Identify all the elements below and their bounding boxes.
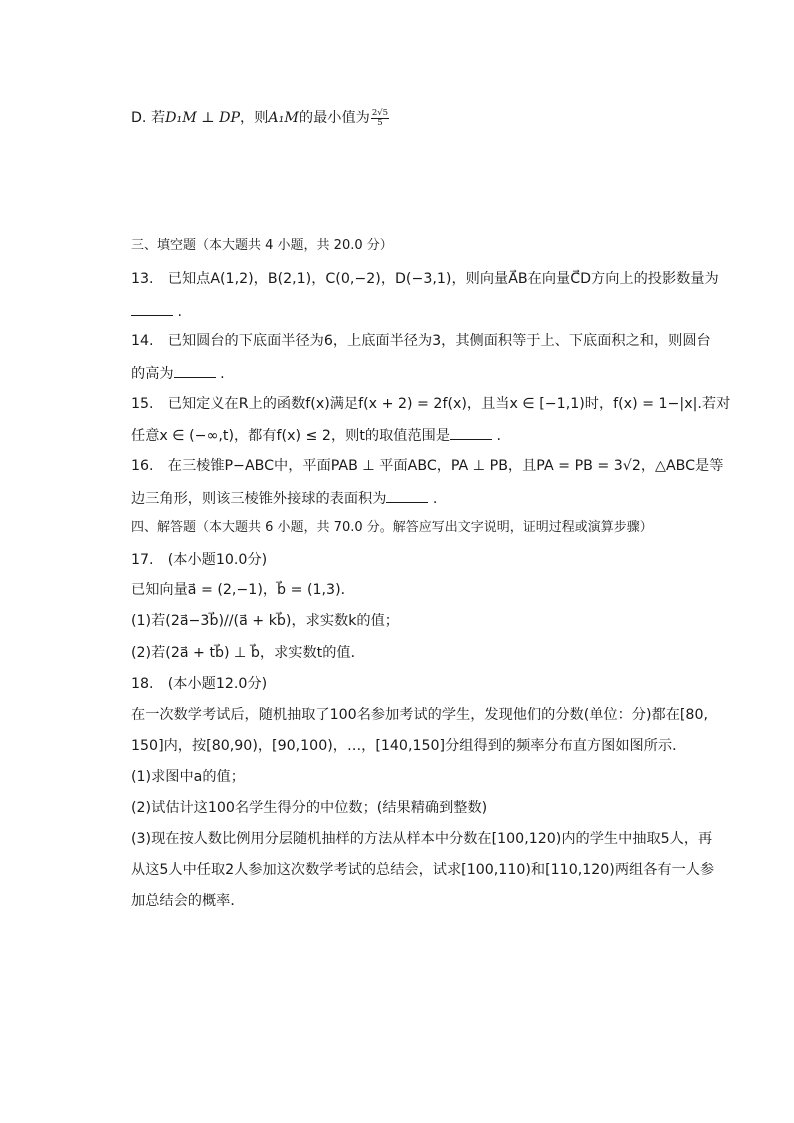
q17-given: 已知向量a⃗ = (2,−1)，b⃗ = (1,3)． xyxy=(131,582,355,598)
q18-part1: (1)求图中a的值； xyxy=(131,769,245,785)
option-d-expr1: D₁M ⊥ DP xyxy=(165,110,241,126)
q18-header: 18. (本小题12.0分) xyxy=(131,676,268,692)
q13-line2 xyxy=(131,301,182,322)
q14-line2-head: 的高为 xyxy=(131,366,174,382)
q17-part1: (1)若(2a⃗−3b⃗)//(a⃗ + kb⃗)，求实数k的值； xyxy=(131,613,399,629)
q17-header: 17. (本小题10.0分) xyxy=(131,552,268,568)
q18-part2: (2)试估计这100名学生得分的中位数；(结果精确到整数) xyxy=(131,800,488,816)
q18-part3-line1: (3)现在按人数比例用分层随机抽样的方法从样本中分数在[100,120)内的学生中抽取5人，再 xyxy=(131,831,713,847)
option-d-prefix: D. 若 xyxy=(131,110,166,126)
q16-line2-tail: . xyxy=(428,491,438,507)
q17-part2: (2)若(2a⃗ + tb⃗) ⊥ b⃗，求实数t的值． xyxy=(131,645,365,661)
q18-line1: 在一次数学考试后，随机抽取了100名参加考试的学生，发现他们的分数(单位：分)都在[80, xyxy=(131,707,709,723)
q15-line2 xyxy=(131,425,501,446)
q18-line2: 150]内，按[80,90)，[90,100)，…，[140,150]分组得到的频率分布直方图如图所示． xyxy=(131,738,687,754)
q15-line2-tail: . xyxy=(492,428,502,444)
q13-line1: 13. 已知点A(1,2)，B(2,1)，C(0,−2)，D(−3,1)，则向量A⃗B在向量C⃗D方向上的投影数量为 xyxy=(131,271,719,287)
option-d-expr2: A₁M xyxy=(268,110,299,126)
q16-line1: 16. 在三棱锥P−ABC中，平面PAB ⊥ 平面ABC，PA ⊥ PB，且PA = PB = 3√2，△ABC是等 xyxy=(131,458,724,474)
section-3-title: 三、填空题（本大题共 4 小题，共 20.0 分） xyxy=(131,238,393,253)
answer-blank xyxy=(131,301,173,316)
q15-line2-head: 任意x ∈ (−∞,t)，都有f(x) ≤ 2，则t的取值范围是 xyxy=(131,428,451,444)
q14-line1: 14. 已知圆台的下底面半径为6，上底面半径为3，其侧面积等于上、下底面积之和，则圆台 xyxy=(131,333,711,349)
q18-part3-line3: 加总结会的概率． xyxy=(131,893,245,909)
fraction-denominator: 5 xyxy=(377,117,383,128)
q15-line1: 15. 已知定义在R上的函数f(x)满足f(x + 2) = 2f(x)，且当x ∈ [−1,1)时，f(x) = 1−|x|.若对 xyxy=(131,396,731,412)
option-d-suffix: 的最小值为 xyxy=(298,110,370,126)
option-d-fraction xyxy=(371,109,389,128)
fraction-numerator: 2√5 xyxy=(371,107,389,118)
q18-part3-line2: 从这5人中任取2人参加这次数学考试的总结会，试求[100,110)和[110,120)两组各有一人参 xyxy=(131,862,715,878)
answer-blank xyxy=(174,363,216,378)
q14-line2 xyxy=(131,363,225,384)
answer-blank xyxy=(450,425,492,440)
option-d-mid: ，则 xyxy=(240,110,269,126)
q13-line2-tail: . xyxy=(173,304,183,320)
answer-blank xyxy=(386,488,428,503)
q14-line2-tail: . xyxy=(215,366,225,382)
q16-line2-head: 边三角形，则该三棱锥外接球的表面积为 xyxy=(131,491,387,507)
section-4-title: 四、解答题（本大题共 6 小题，共 70.0 分。解答应写出文字说明，证明过程或演算步骤） xyxy=(131,520,653,535)
q16-line2 xyxy=(131,488,437,509)
option-d xyxy=(131,108,389,128)
